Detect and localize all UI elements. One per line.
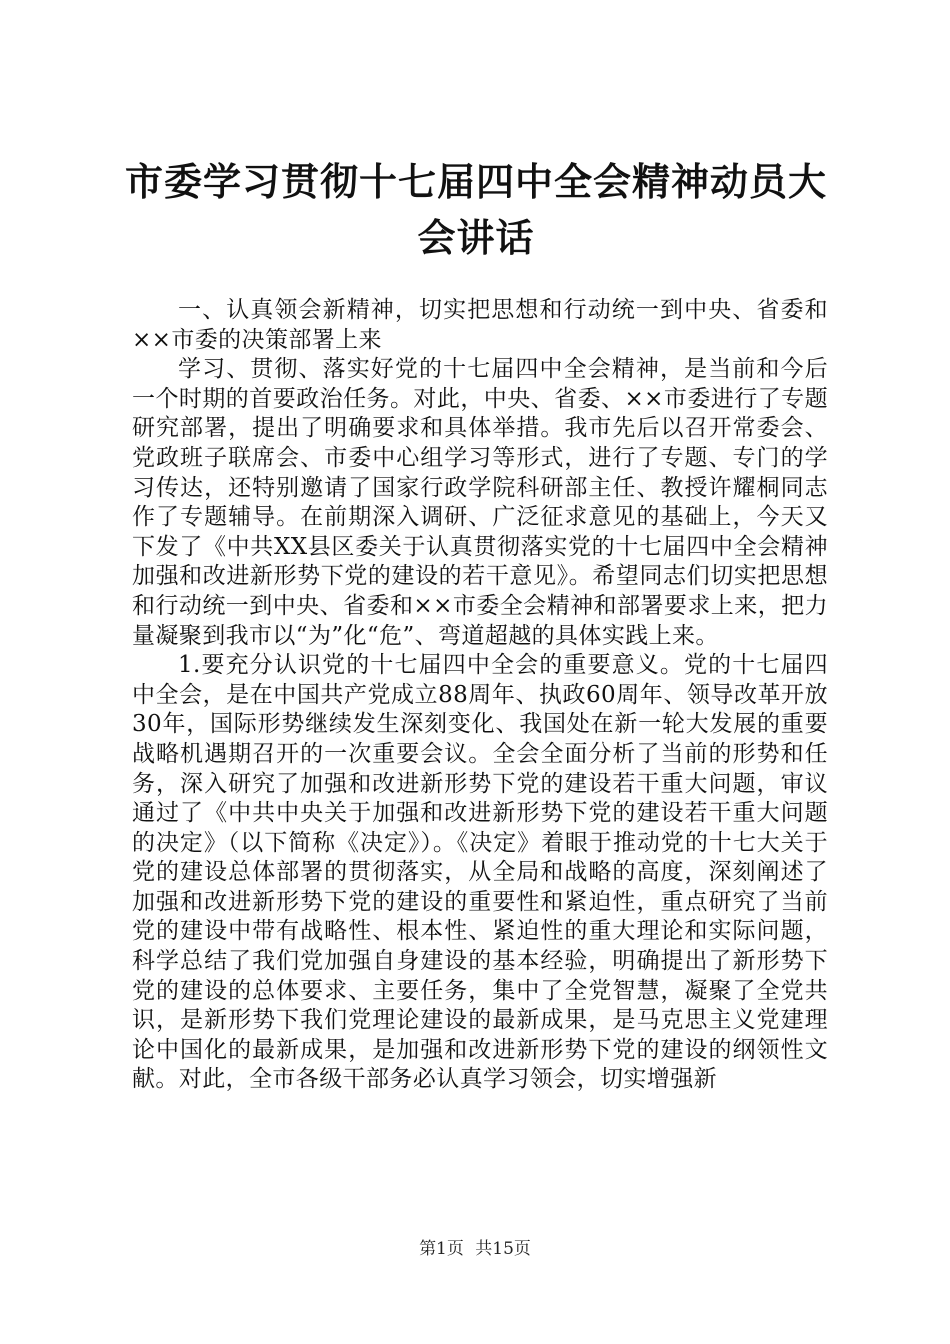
- page-total: 共15页: [475, 1239, 531, 1259]
- body-paragraph: 1.要充分认识党的十七届四中全会的重要意义。党的十七届四中全会，是在中国共产党成立88周年、执政60周年、领导改革开放30年，国际形势继续发生深刻变化、我国处在新一轮大发展的重要战略机遇期召开的一次重要会议。全会全面分析了当前的形势和任务，深入研究了加强和改进新形势下党的建设若干重大问题，审议通过了《中共中央关于加强和改进新形势下党的建设若干重大问题的决定》（以下简称《决定》）。《决定》着眼于推动党的十七大关于党的建设总体部署的贯彻落实，从全局和战略的高度，深刻阐述了加强和改进新形势下党的建设的重要性和紧迫性，重点研究了当前党的建设中带有战略性、根本性、紧迫性的重大理论和实际问题，科学总结了我们党加强自身建设的基本经验，明确提出了新形势下党的建设的总体要求、主要任务，集中了全党智慧，凝聚了全党共识，是新形势下我们党理论建设的最新成果，是马克思主义党建理论中国化的最新成果，是加强和改进新形势下党的建设的纲领性文献。对此，全市各级干部务必认真学习领会，切实增强新: [132, 652, 828, 1093]
- page-footer: [0, 1238, 950, 1260]
- document-title: 市委学习贯彻十七届四中全会精神动员大会讲话: [124, 159, 827, 260]
- body-paragraph: 一、认真领会新精神，切实把思想和行动统一到中央、省委和××市委的决策部署上来: [132, 297, 828, 353]
- page-number: 第1页: [419, 1239, 464, 1259]
- document-body: [132, 296, 828, 1095]
- body-paragraph: 学习、贯彻、落实好党的十七届四中全会精神，是当前和今后一个时期的首要政治任务。对此，中央、省委、××市委进行了专题研究部署，提出了明确要求和具体举措。我市先后以召开常委会、党政班子联席会、市委中心组学习等形式，进行了专题、专门的学习传达，还特别邀请了国家行政学院科研部主任、教授许耀桐同志作了专题辅导。在前期深入调研、广泛征求意见的基础上，今天又下发了《中共XX县区委关于认真贯彻落实党的十七届四中全会精神加强和改进新形势下党的建设的若干意见》。希望同志们切实把思想和行动统一到中央、省委和××市委全会精神和部署要求上来，把力量凝聚到我市以“为”化“危”、弯道超越的具体实践上来。: [132, 356, 828, 649]
